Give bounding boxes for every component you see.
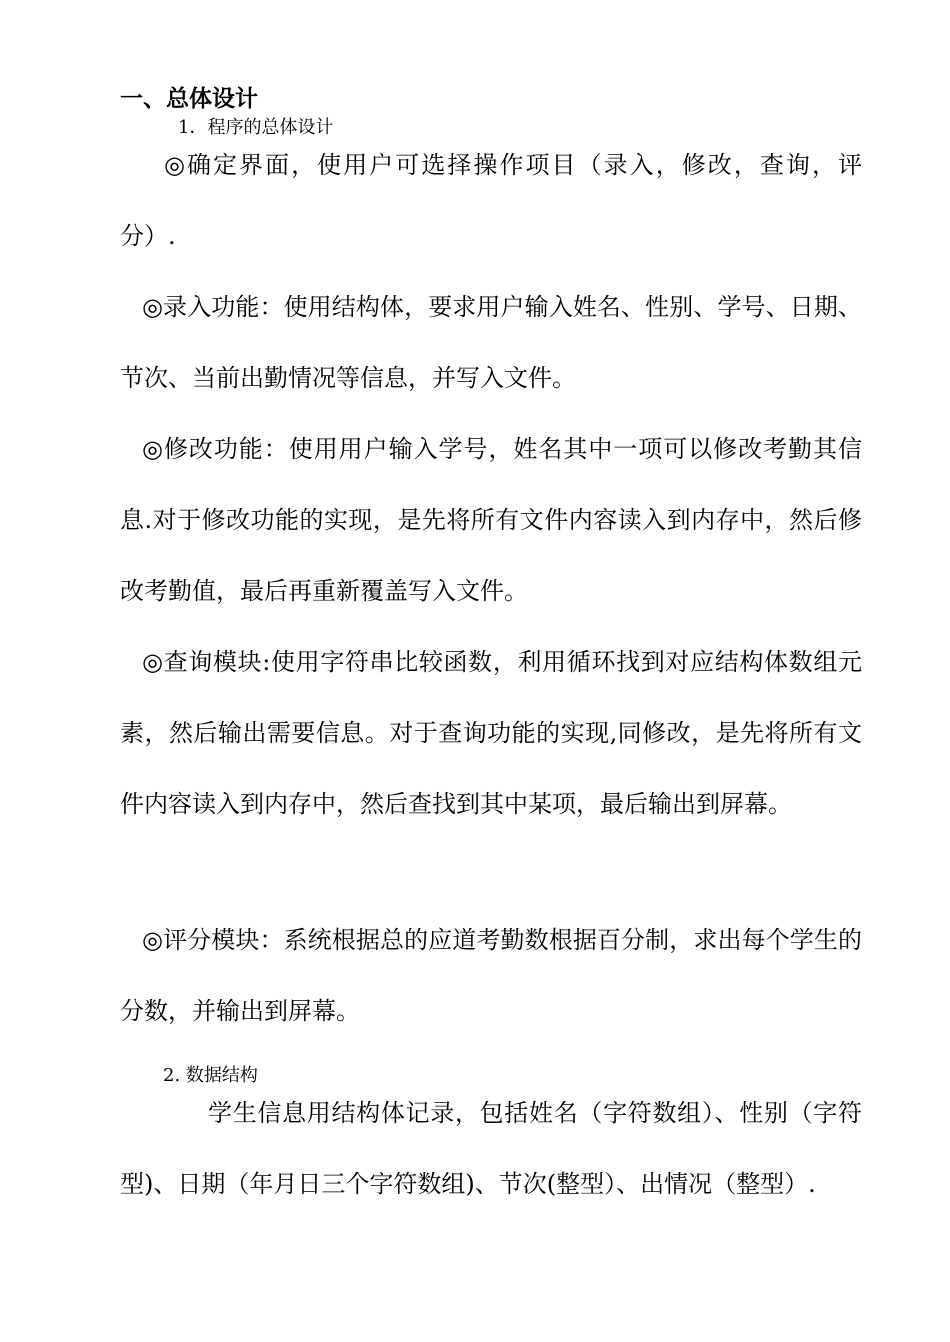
- subsection-title-program-design: 1．程序的总体设计: [178, 117, 334, 138]
- paragraph-interface: ◎确定界面，使用户可选择操作项目（录入，修改，查询，评分）.: [120, 151, 862, 250]
- section-heading: 一、总体设计: [120, 86, 258, 112]
- paragraph-query-module: ◎查询模块:使用字符串比较函数，利用循环找到对应结构体数组元素，然后输出需要信息。对于查询功能的实现,同修改，是先将所有文件内容读入到内存中，然后查找到其中某项，最后输出到屏幕。: [120, 648, 862, 818]
- paragraph-data-structure: 学生信息用结构体记录，包括姓名（字符数组）、性别（字符型)、日期（年月日三个字符数组)、节次(整型）、出情况（整型）.: [120, 1099, 862, 1198]
- paragraph-modify-function: ◎修改功能：使用用户输入学号，姓名其中一项可以修改考勤其信息.对于修改功能的实现，是先将所有文件内容读入到内存中，然后修改考勤值，最后再重新覆盖写入文件。: [120, 435, 862, 605]
- paragraph-score-module: ◎评分模块：系统根据总的应道考勤数根据百分制，求出每个学生的分数，并输出到屏幕。: [120, 926, 862, 1025]
- paragraph-input-function: ◎录入功能：使用结构体，要求用户输入姓名、性别、学号、日期、节次、当前出勤情况等信息，并写入文件。: [120, 293, 862, 392]
- subsection-title-data-structure: 2. 数据结构: [163, 1065, 258, 1086]
